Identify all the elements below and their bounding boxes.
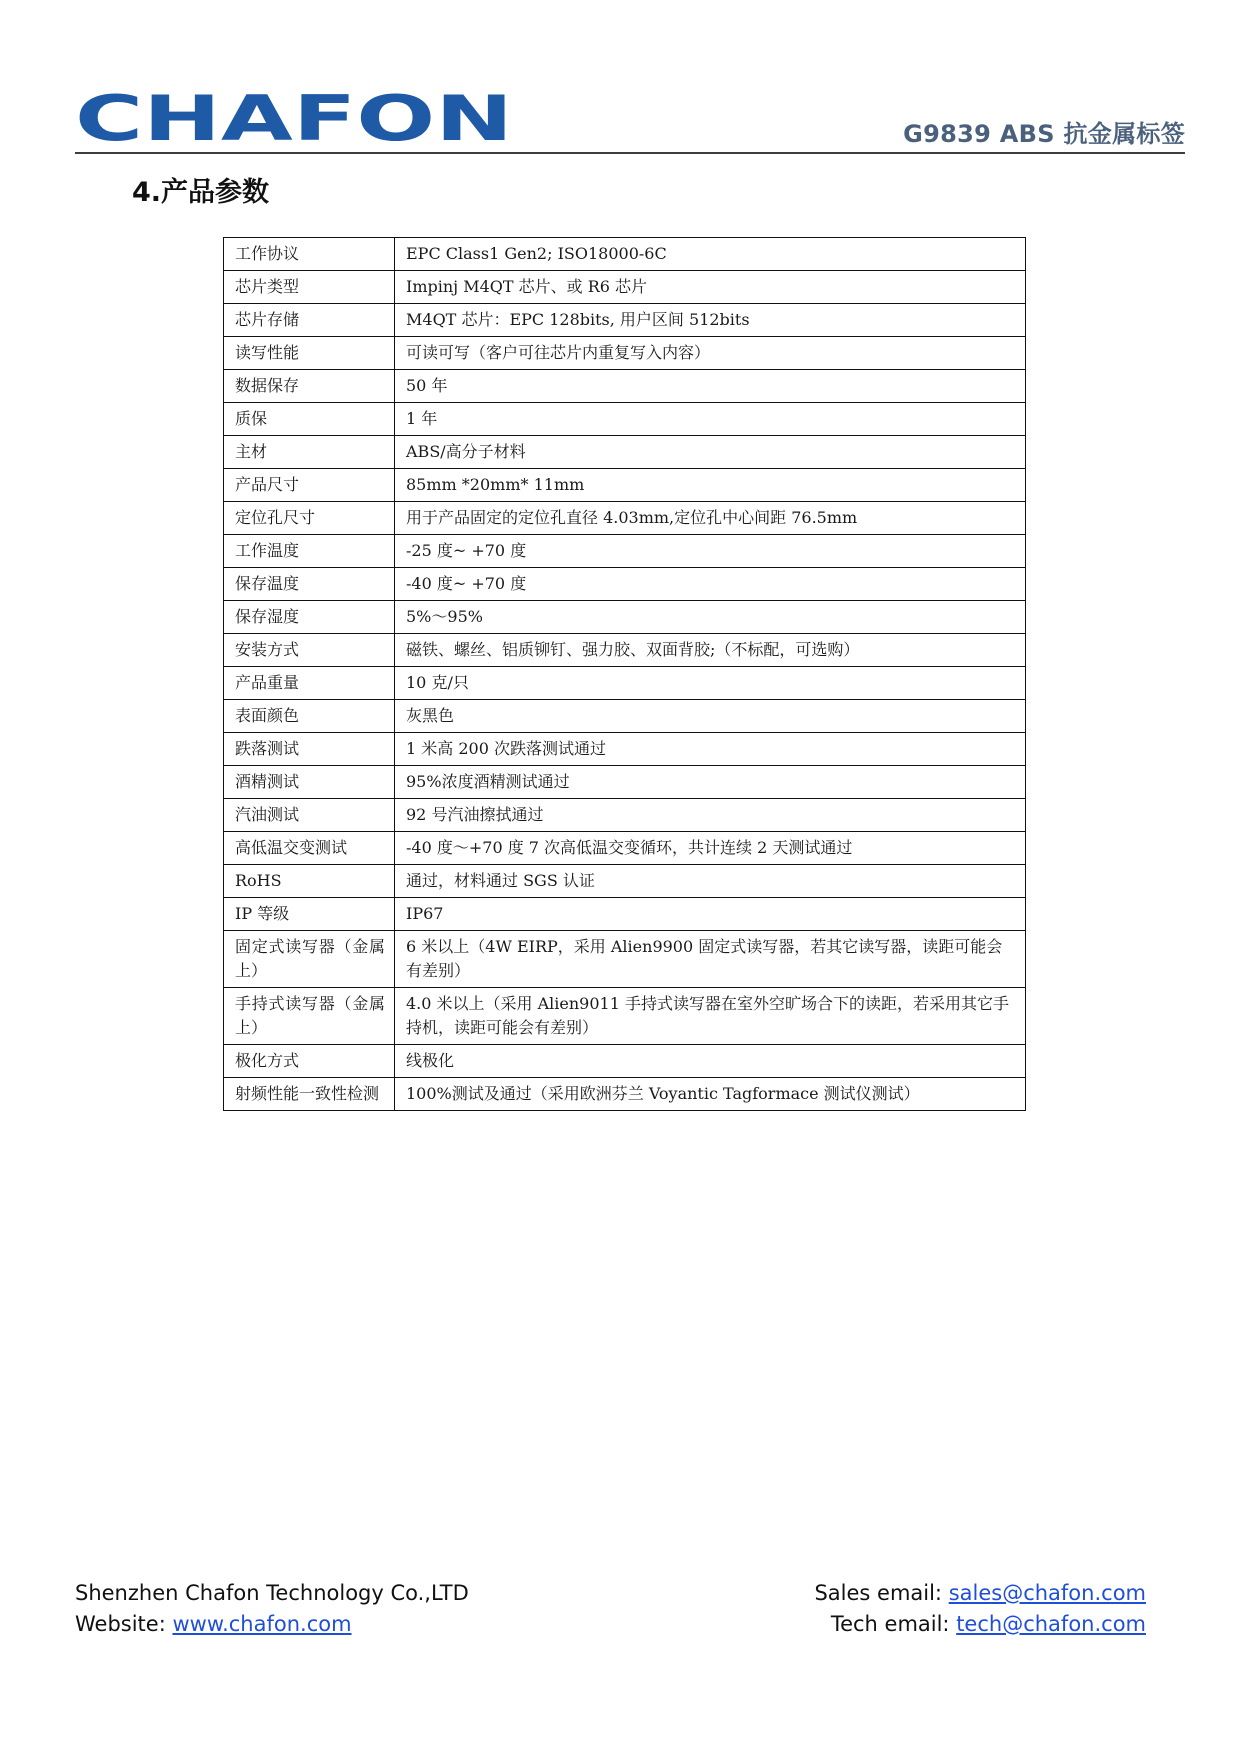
footer-sales-label: Sales email: xyxy=(814,1581,949,1605)
spec-value: 1 年 xyxy=(395,403,1026,436)
spec-table-body xyxy=(224,238,1026,1111)
spec-row xyxy=(224,568,1026,601)
spec-row xyxy=(224,403,1026,436)
footer-website-label: Website: xyxy=(75,1612,173,1636)
spec-row xyxy=(224,832,1026,865)
section-title: 4.产品参数 xyxy=(132,177,270,208)
spec-value: 灰黑色 xyxy=(395,700,1026,733)
spec-row xyxy=(224,370,1026,403)
spec-value: 4.0 米以上（采用 Alien9011 手持式读写器在室外空旷场合下的读距，若采用其它手持机，读距可能会有差别） xyxy=(395,988,1026,1045)
chafon-logo xyxy=(75,88,515,148)
spec-label: 产品尺寸 xyxy=(224,469,395,502)
spec-row xyxy=(224,337,1026,370)
spec-value: 85mm *20mm* 11mm xyxy=(395,469,1026,502)
spec-value: 6 米以上（4W EIRP，采用 Alien9900 固定式读写器，若其它读写器，读距可能会有差别） xyxy=(395,931,1026,988)
footer-tech-label: Tech email: xyxy=(830,1612,957,1636)
spec-value: -40 度~ +70 度 xyxy=(395,568,1026,601)
spec-row xyxy=(224,766,1026,799)
footer-website-line xyxy=(75,1609,469,1640)
spec-label: 表面颜色 xyxy=(224,700,395,733)
spec-row xyxy=(224,469,1026,502)
footer-right xyxy=(814,1578,1146,1640)
spec-label: 酒精测试 xyxy=(224,766,395,799)
spec-label: 读写性能 xyxy=(224,337,395,370)
spec-label: 工作协议 xyxy=(224,238,395,271)
spec-table xyxy=(223,237,1026,1111)
tech-email-link[interactable]: tech@chafon.com xyxy=(956,1612,1146,1636)
spec-value: 50 年 xyxy=(395,370,1026,403)
spec-label: 芯片类型 xyxy=(224,271,395,304)
spec-label: 产品重量 xyxy=(224,667,395,700)
spec-label: IP 等级 xyxy=(224,898,395,931)
spec-value: ABS/高分子材料 xyxy=(395,436,1026,469)
spec-row xyxy=(224,634,1026,667)
spec-value: 用于产品固定的定位孔直径 4.03mm,定位孔中心间距 76.5mm xyxy=(395,502,1026,535)
website-link[interactable]: www.chafon.com xyxy=(172,1612,352,1636)
spec-row xyxy=(224,898,1026,931)
spec-label: 芯片存储 xyxy=(224,304,395,337)
spec-label: 保存温度 xyxy=(224,568,395,601)
spec-row xyxy=(224,700,1026,733)
spec-row xyxy=(224,1045,1026,1078)
spec-label: 汽油测试 xyxy=(224,799,395,832)
spec-label: 安装方式 xyxy=(224,634,395,667)
spec-row xyxy=(224,601,1026,634)
spec-row xyxy=(224,502,1026,535)
spec-row xyxy=(224,931,1026,988)
page-header xyxy=(75,88,1185,154)
spec-value: 5%～95% xyxy=(395,601,1026,634)
footer-company: Shenzhen Chafon Technology Co.,LTD xyxy=(75,1581,469,1605)
spec-label: 保存湿度 xyxy=(224,601,395,634)
spec-row xyxy=(224,535,1026,568)
spec-value: 磁铁、螺丝、铝质铆钉、强力胶、双面背胶;（不标配，可选购） xyxy=(395,634,1026,667)
spec-label: 高低温交变测试 xyxy=(224,832,395,865)
footer-left xyxy=(75,1578,469,1640)
footer-sales-line xyxy=(814,1578,1146,1609)
spec-value: 92 号汽油擦拭通过 xyxy=(395,799,1026,832)
spec-label: 主材 xyxy=(224,436,395,469)
spec-value: -40 度～+70 度 7 次高低温交变循环，共计连续 2 天测试通过 xyxy=(395,832,1026,865)
spec-value: 线极化 xyxy=(395,1045,1026,1078)
spec-label: 定位孔尺寸 xyxy=(224,502,395,535)
spec-row xyxy=(224,799,1026,832)
spec-row xyxy=(224,304,1026,337)
spec-label: 工作温度 xyxy=(224,535,395,568)
spec-label: 质保 xyxy=(224,403,395,436)
spec-row xyxy=(224,436,1026,469)
sales-email-link[interactable]: sales@chafon.com xyxy=(948,1581,1146,1605)
spec-label: 射频性能一致性检测 xyxy=(224,1078,395,1111)
spec-value: 10 克/只 xyxy=(395,667,1026,700)
spec-value: -25 度~ +70 度 xyxy=(395,535,1026,568)
spec-value: Impinj M4QT 芯片、或 R6 芯片 xyxy=(395,271,1026,304)
header-divider xyxy=(75,152,1185,154)
spec-row xyxy=(224,271,1026,304)
spec-row xyxy=(224,865,1026,898)
spec-value: 95%浓度酒精测试通过 xyxy=(395,766,1026,799)
spec-label: 数据保存 xyxy=(224,370,395,403)
spec-label: 固定式读写器（金属上） xyxy=(224,931,395,988)
spec-row xyxy=(224,1078,1026,1111)
spec-label: 手持式读写器（金属上） xyxy=(224,988,395,1045)
footer-tech-line xyxy=(814,1609,1146,1640)
spec-value: IP67 xyxy=(395,898,1026,931)
spec-label: 极化方式 xyxy=(224,1045,395,1078)
spec-value: 通过，材料通过 SGS 认证 xyxy=(395,865,1026,898)
spec-value: M4QT 芯片：EPC 128bits, 用户区间 512bits xyxy=(395,304,1026,337)
spec-value: 1 米高 200 次跌落测试通过 xyxy=(395,733,1026,766)
spec-label: 跌落测试 xyxy=(224,733,395,766)
document-title: G9839 ABS 抗金属标签 xyxy=(903,120,1185,148)
spec-row xyxy=(224,988,1026,1045)
spec-value: 100%测试及通过（采用欧洲芬兰 Voyantic Tagformace 测试仪测试） xyxy=(395,1078,1026,1111)
spec-row xyxy=(224,733,1026,766)
spec-value: EPC Class1 Gen2; ISO18000-6C xyxy=(395,238,1026,271)
svg-text:CHAFON: CHAFON xyxy=(75,88,513,148)
spec-row xyxy=(224,667,1026,700)
spec-value: 可读可写（客户可往芯片内重复写入内容） xyxy=(395,337,1026,370)
spec-label: RoHS xyxy=(224,865,395,898)
spec-row xyxy=(224,238,1026,271)
